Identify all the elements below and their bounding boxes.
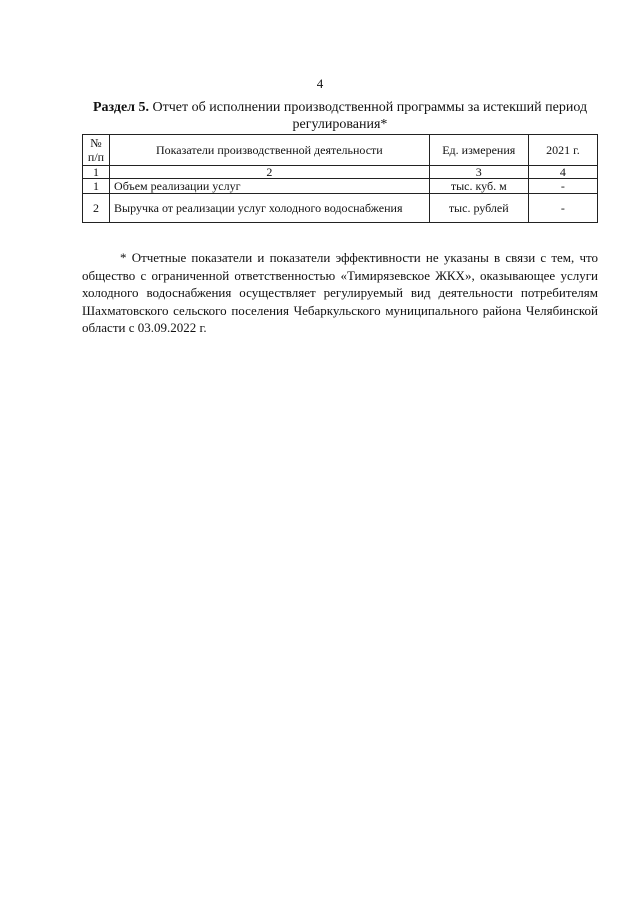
column-number: 1 [83,166,110,179]
row-indicator: Выручка от реализации услуг холодного водоснабжения [110,194,430,223]
column-number: 3 [429,166,528,179]
header-indicator: Показатели производственной деятельности [110,135,430,166]
column-number: 4 [528,166,597,179]
row-unit: тыс. рублей [429,194,528,223]
production-program-report-table [82,134,598,223]
row-indicator: Объем реализации услуг [110,179,430,194]
row-unit: тыс. куб. м [429,179,528,194]
table-row [83,194,598,223]
section-title-text: Отчет об исполнении производственной программы за истекший период регулирования* [149,100,588,132]
column-number: 2 [110,166,430,179]
header-unit: Ед. измерения [429,135,528,166]
row-value: - [528,179,597,194]
section-lead: Раздел 5. [92,100,150,115]
table-header-row [83,135,598,166]
page-number: 4 [316,76,324,91]
row-num: 2 [83,194,110,223]
header-num: № п/п [83,135,110,166]
column-numbering-row [83,166,598,179]
header-year: 2021 г. [528,135,597,166]
section-title [82,99,598,133]
table-row [83,179,598,194]
row-value: - [528,194,597,223]
row-num: 1 [83,179,110,194]
footnote: * Отчетные показатели и показатели эффективности не указаны в связи с тем, что общество с ограниченной ответственностью «Тимирязевское ЖКХ», оказывающее услуги холодного водоснабжения осуществляет регулируемый вид деятельности потребителям Шахматовского сельского поселения Чебаркульского муниципального района Челябинской области с 03.09.2022 г. [82,250,598,335]
